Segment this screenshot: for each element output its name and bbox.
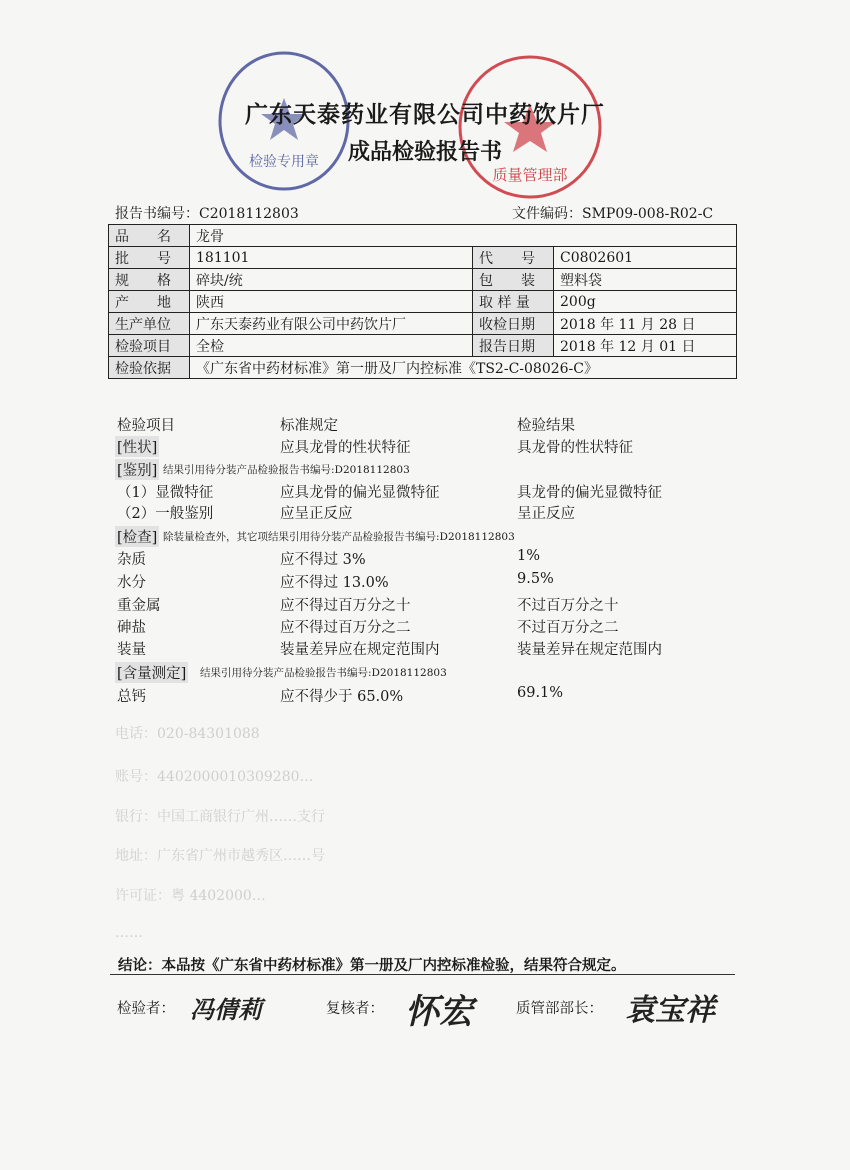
arsenic-result: 不过百万分之二 [517, 620, 619, 636]
product-name-label: 品 名 [109, 225, 190, 247]
qa-label: 质管部部长： [516, 1001, 603, 1017]
svg-text:检验专用章: 检验专用章 [249, 154, 319, 170]
bleed-text: 许可证：粤 4402000… [115, 888, 266, 904]
general-item: （2）一般鉴别 [117, 506, 214, 522]
reviewer-label: 复核者： [326, 1001, 384, 1017]
calcium-standard: 应不得少于 65.0% [280, 689, 404, 705]
code-value: C0802601 [554, 247, 737, 269]
identification-header: [鉴别] [115, 459, 159, 480]
identification-note: 结果引用待分装产品检验报告书编号:D2018112803 [163, 464, 410, 476]
arsenic-standard: 应不得过百万分之二 [280, 620, 411, 636]
spec-label: 规 格 [109, 269, 190, 291]
items-label: 检验项目 [109, 335, 190, 357]
bleed-text: 账号：4402000010309280… [115, 769, 314, 785]
bleed-text: …… [115, 925, 143, 941]
receive-date-label: 收检日期 [473, 313, 554, 335]
origin-value: 陕西 [190, 291, 473, 313]
product-info-table [108, 224, 737, 379]
col-item-header: 检验项目 [117, 418, 175, 434]
batch-label: 批 号 [109, 247, 190, 269]
items-value: 全检 [190, 335, 473, 357]
bleed-text: 银行：中国工商银行广州……支行 [115, 809, 325, 825]
calcium-item: 总钙 [117, 689, 146, 705]
arsenic-item: 砷盐 [117, 620, 146, 636]
product-name: 龙骨 [190, 225, 737, 247]
heavy-metal-result: 不过百万分之十 [517, 598, 619, 614]
calcium-result: 69.1% [517, 685, 564, 701]
spec-value: 碎块/统 [190, 269, 473, 291]
svg-text:质量管理部: 质量管理部 [492, 166, 568, 184]
moisture-standard: 应不得过 13.0% [280, 575, 389, 591]
inspector-label: 检验者： [117, 1001, 175, 1017]
fill-result: 装量差异在规定范围内 [517, 642, 662, 658]
col-result-header: 检验结果 [517, 418, 575, 434]
character-header: [性状] [115, 436, 159, 457]
batch-value: 181101 [190, 247, 473, 269]
report-number: 报告书编号：C2018112803 [115, 206, 299, 222]
report-date-value: 2018 年 12 月 01 日 [554, 335, 737, 357]
assay-header: [含量测定] [115, 662, 188, 683]
producer-value: 广东天泰药业有限公司中药饮片厂 [190, 313, 473, 335]
check-header: [检查] [115, 526, 159, 547]
bleed-text: 地址：广东省广州市越秀区……号 [115, 848, 325, 864]
heavy-metal-standard: 应不得过百万分之十 [280, 598, 411, 614]
character-standard: 应具龙骨的性状特征 [280, 440, 411, 456]
fill-standard: 装量差异应在规定范围内 [280, 642, 440, 658]
code-label: 代 号 [473, 247, 554, 269]
origin-label: 产 地 [109, 291, 190, 313]
character-result: 具龙骨的性状特征 [517, 440, 633, 456]
reviewer-signature: 怀宏 [405, 992, 473, 1032]
moisture-item: 水分 [117, 575, 146, 591]
package-value: 塑料袋 [554, 269, 737, 291]
impurity-standard: 应不得过 3% [280, 552, 366, 568]
conclusion: 结论：本品按《广东省中药材标准》第一册及厂内控标准检验，结果符合规定。 [118, 957, 626, 974]
general-standard: 应呈正反应 [280, 506, 353, 522]
fill-item: 装量 [117, 642, 146, 658]
receive-date-value: 2018 年 11 月 28 日 [554, 313, 737, 335]
assay-note: 结果引用待分装产品检验报告书编号:D2018112803 [200, 667, 447, 679]
sample-label: 取 样 量 [473, 291, 554, 313]
producer-label: 生产单位 [109, 313, 190, 335]
report-title: 成品检验报告书 [347, 139, 502, 165]
heavy-metal-item: 重金属 [117, 598, 161, 614]
basis-label: 检验依据 [109, 357, 190, 379]
company-name: 广东天泰药业有限公司中药饮片厂 [245, 101, 605, 128]
micro-result: 具龙骨的偏光显微特征 [517, 485, 662, 501]
micro-item: （1）显微特征 [117, 485, 214, 501]
general-result: 呈正反应 [517, 506, 575, 522]
impurity-item: 杂质 [117, 552, 146, 568]
impurity-result: 1% [517, 548, 541, 564]
col-standard-header: 标准规定 [280, 418, 338, 434]
inspector-signature: 冯倩莉 [190, 995, 262, 1024]
report-date-label: 报告日期 [473, 335, 554, 357]
micro-standard: 应具龙骨的偏光显微特征 [280, 485, 440, 501]
basis-value: 《广东省中药材标准》第一册及厂内控标准《TS2-C-08026-C》 [190, 357, 737, 379]
file-code: 文件编码：SMP09-008-R02-C [512, 206, 714, 222]
check-note: 除装量检查外，其它项结果引用待分装产品检验报告书编号:D2018112803 [163, 531, 515, 543]
package-label: 包 装 [473, 269, 554, 291]
bleed-text: 电话：020-84301088 [115, 726, 260, 742]
sample-value: 200g [554, 291, 737, 313]
moisture-result: 9.5% [517, 571, 554, 587]
qa-signature: 袁宝祥 [625, 993, 715, 1028]
